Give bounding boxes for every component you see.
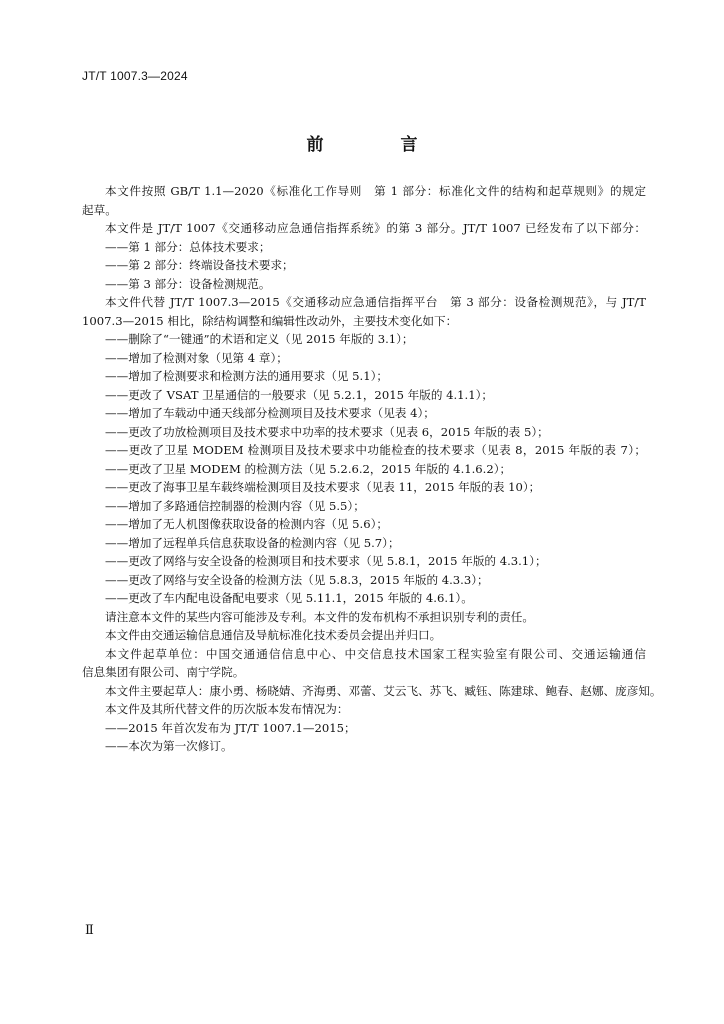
list-item: ——第 2 部分：终端设备技术要求； xyxy=(105,258,294,272)
list-item: ——增加了检测要求和检测方法的通用要求（见 5.1）； xyxy=(105,369,388,383)
paragraph-line: 本文件主要起草人：康小勇、杨晓婧、齐海勇、邓蕾、艾云飞、苏飞、臧钰、陈建球、鲍春、赵娜、庞彦知。 xyxy=(105,683,662,698)
list-item: ——增加了多路通信控制器的检测内容（见 5.5）； xyxy=(105,498,365,513)
paragraph-line: 本文件由交通运输信息通信及导航标准化技术委员会提出并归口。 xyxy=(105,628,442,642)
list-item: ——第 3 部分：设备检测规范。 xyxy=(105,276,271,291)
list-item: ——增加了检测对象（见第 4 章）； xyxy=(105,350,288,365)
list-item: ——更改了 VSAT 卫星通信的一般要求（见 5.2.1，2015 年版的 4.1.1）； xyxy=(105,387,493,402)
page-title: 前 言 xyxy=(306,135,448,155)
paragraph-line: 本文件按照 GB/T 1.1—2020《标准化工作导则 第 1 部分：标准化文件的结构和起草规则》的规定 xyxy=(105,184,646,198)
list-item: ——本次为第一次修订。 xyxy=(105,739,233,753)
document-id-header: JT/T 1007.3—2024 xyxy=(82,69,188,83)
list-item: ——更改了功放检测项目及技术要求中功率的技术要求（见表 6，2015 年版的表 5）； xyxy=(105,424,549,439)
paragraph-line: 本文件及其所代替文件的历次版本发布情况为： xyxy=(105,702,349,716)
list-item: ——更改了网络与安全设备的检测项目和技术要求（见 5.8.1，2015 年版的 4.3.1）； xyxy=(105,554,547,568)
list-item: ——第 1 部分：总体技术要求； xyxy=(105,239,271,254)
paragraph-line: 信息集团有限公司、南宁学院。 xyxy=(82,665,245,679)
paragraph-line: 本文件起草单位：中国交通通信信息中心、中交信息技术国家工程实验室有限公司、交通运输通信 xyxy=(105,646,646,661)
list-item: ——更改了卫星 MODEM 检测项目及技术要求中功能检查的技术要求（见表 8，2015 年版的表 7）； xyxy=(105,443,646,457)
paragraph-line: 请注意本文件的某些内容可能涉及专利。本文件的发布机构不承担识别专利的责任。 xyxy=(105,609,534,624)
paragraph-line: 本文件代替 JT/T 1007.3—2015《交通移动应急通信指挥平台 第 3 部分：设备检测规范》，与 JT/T xyxy=(105,295,646,309)
list-item: ——更改了卫星 MODEM 的检测方法（见 5.2.6.2，2015 年版的 4.1.6.2）； xyxy=(105,461,512,476)
list-item: ——增加了远程单兵信息获取设备的检测内容（见 5.7）； xyxy=(105,535,400,550)
list-item: ——增加了车载动中通天线部分检测项目及技术要求（见表 4）； xyxy=(105,406,435,420)
paragraph-line: 本文件是 JT/T 1007《交通移动应急通信指挥系统》的第 3 部分。JT/T 1007 已经发布了以下部分： xyxy=(105,221,646,235)
paragraph-line: 起草。 xyxy=(82,202,117,217)
paragraph-line: 1007.3—2015 相比，除结构调整和编辑性改动外，主要技术变化如下： xyxy=(82,313,458,328)
list-item: ——增加了无人机图像获取设备的检测内容（见 5.6）； xyxy=(105,517,388,531)
list-item: ——更改了车内配电设备配电要求（见 5.11.1，2015 年版的 4.6.1）。 xyxy=(105,591,473,605)
list-item: ——2015 年首次发布为 JT/T 1007.1—2015； xyxy=(105,720,356,735)
list-item: ——更改了网络与安全设备的检测方法（见 5.8.3，2015 年版的 4.3.3）； xyxy=(105,572,489,587)
foreword-body xyxy=(82,182,662,756)
page-number: Ⅱ xyxy=(85,923,94,938)
list-item: ——删除了“一键通”的术语和定义（见 2015 年版的 3.1）； xyxy=(105,332,414,346)
list-item: ——更改了海事卫星车载终端检测项目及技术要求（见表 11，2015 年版的表 10）； xyxy=(105,480,541,494)
